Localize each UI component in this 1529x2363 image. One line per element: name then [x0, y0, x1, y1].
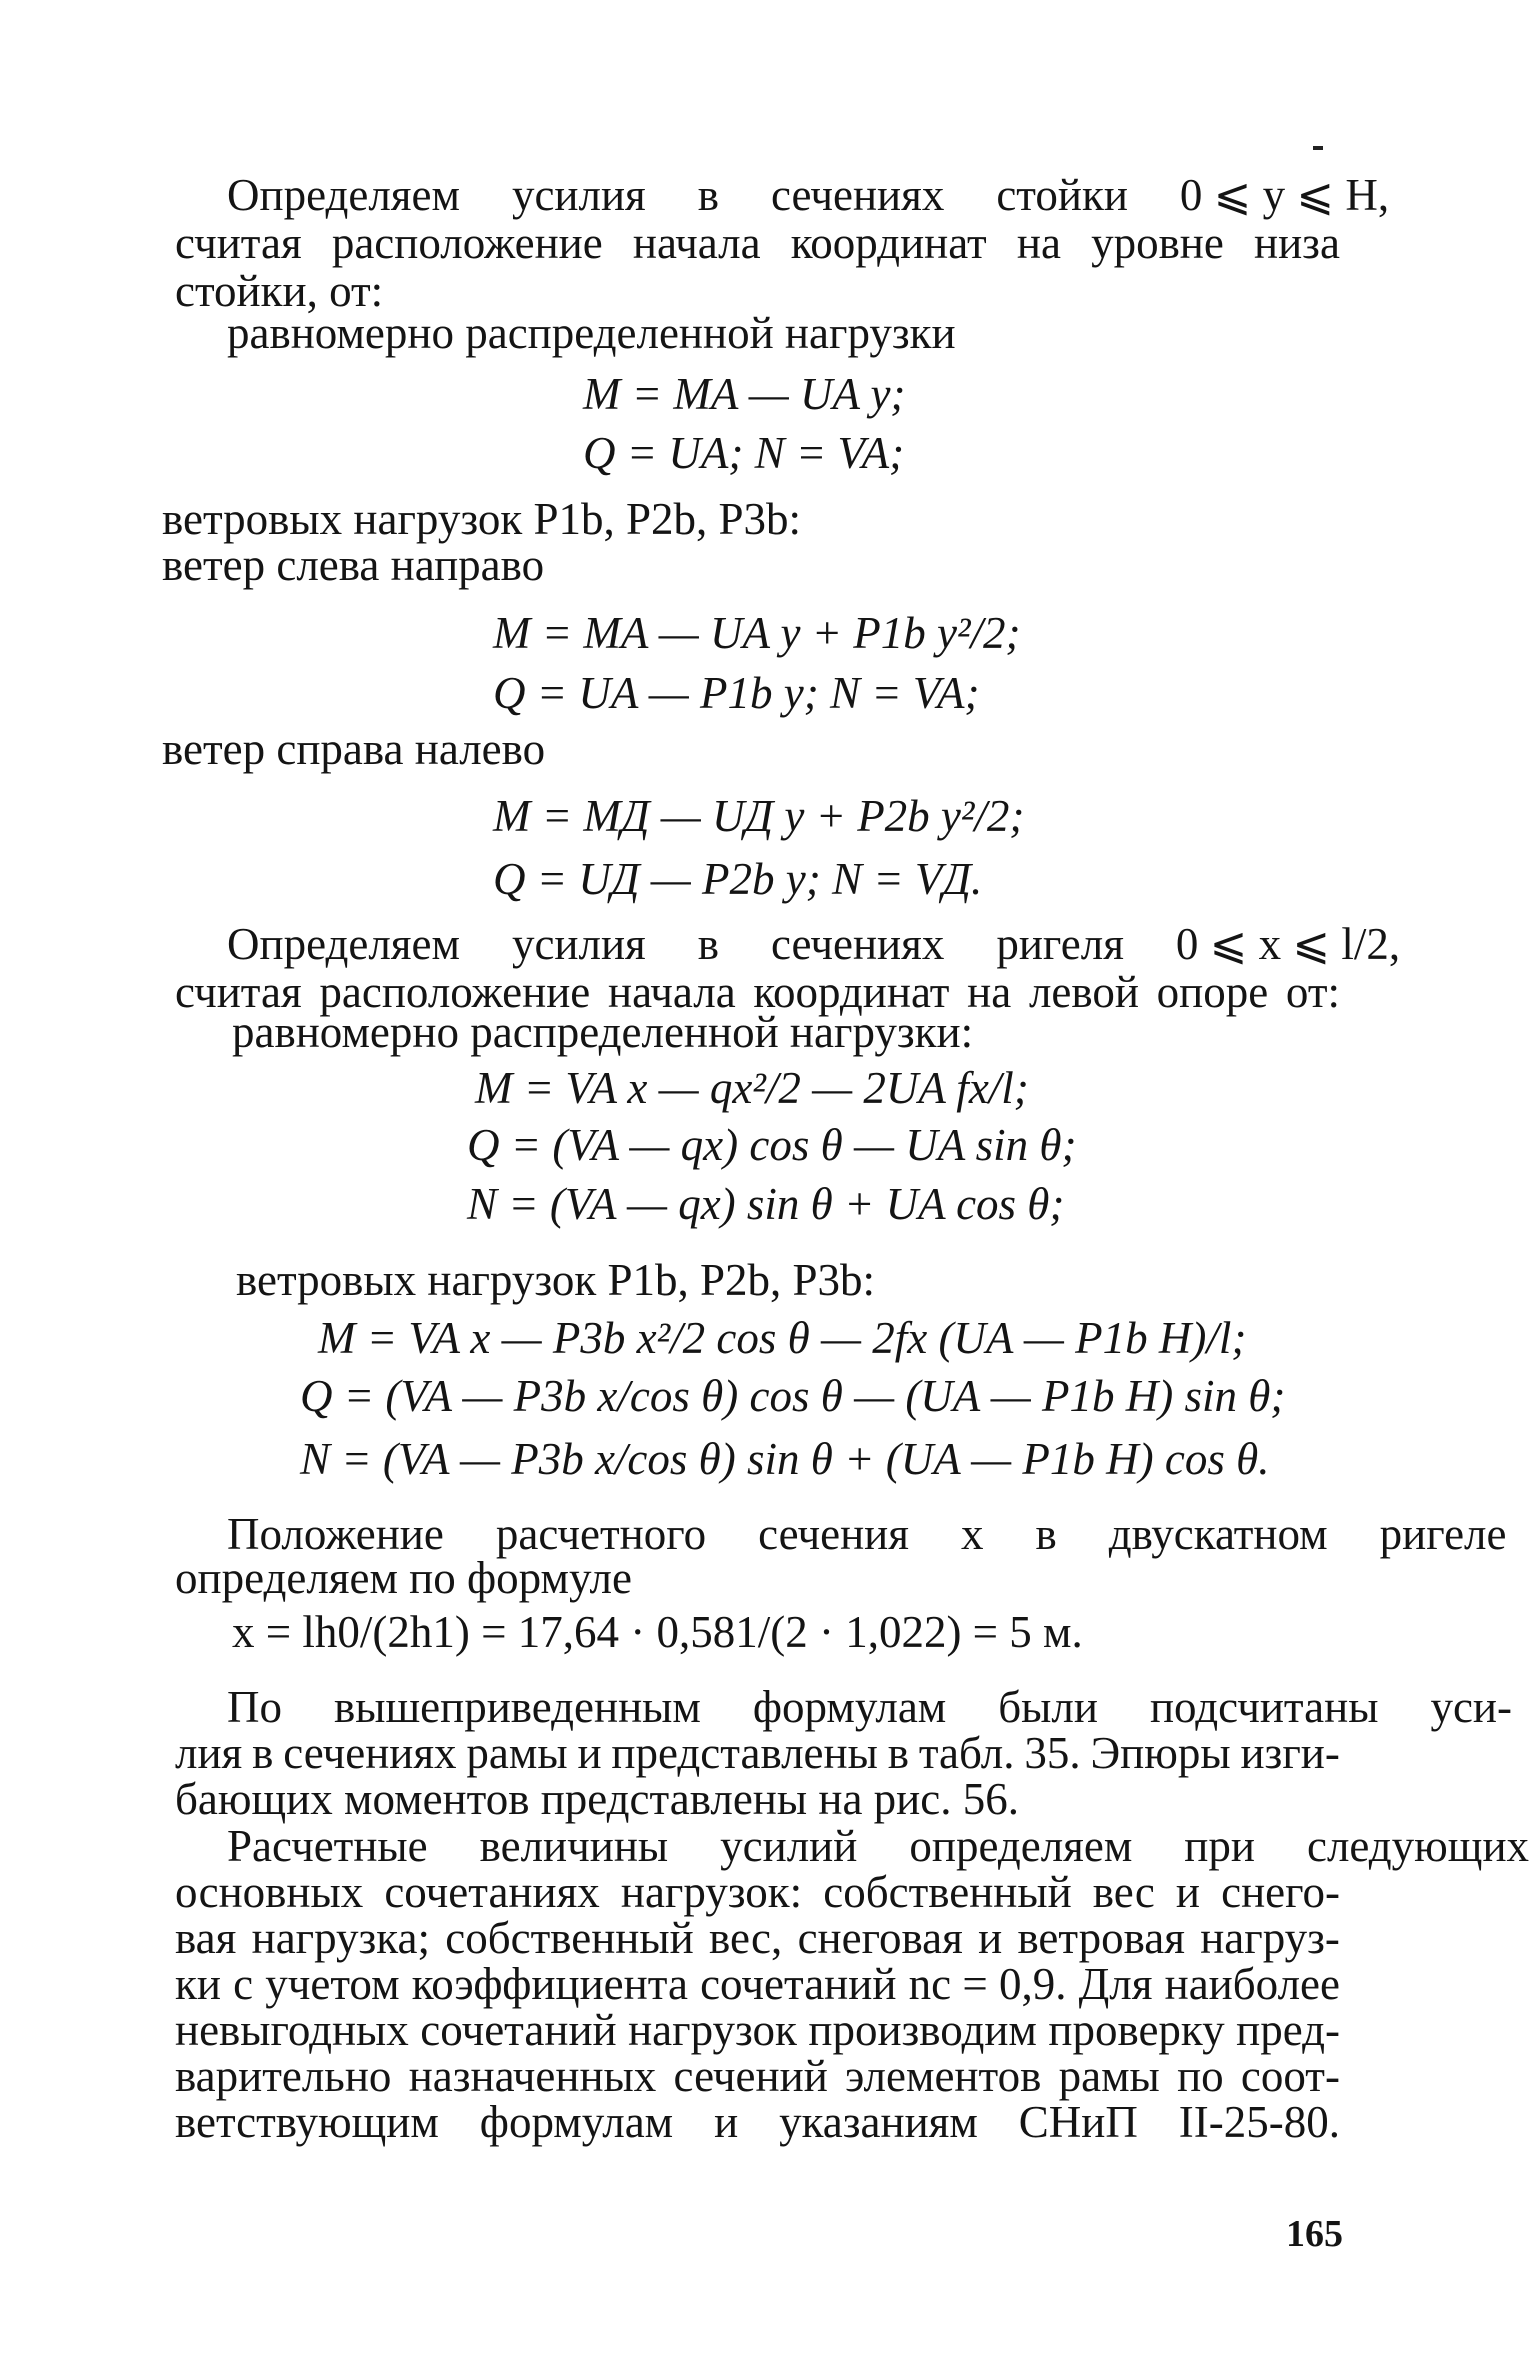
para-line: варительно назначенных сечений элементов рамы по соот- [175, 2051, 1340, 2101]
heading-wind-left-right: ветер слева направо [162, 540, 545, 590]
para-line: ветствующим формулам и указаниям СНиП II-25-80. [175, 2097, 1340, 2147]
formula-line: Q = UA; N = VA; [583, 428, 905, 478]
formula-line: Q = UД — P2b y; N = VД. [493, 854, 983, 904]
heading-wind-loads: ветровых нагрузок P1b, P2b, P3b: [162, 494, 802, 544]
para-line: считая расположение начала координат на уровне низа [175, 218, 1340, 268]
para-line: считая расположение начала координат на левой опоре от: [175, 967, 1340, 1017]
formula-line: M = VA x — P3b x²/2 cos θ — 2fx (UA — P1b H)/l; [318, 1313, 1247, 1363]
formula-line: M = VA x — qx²/2 — 2UA fx/l; [475, 1063, 1029, 1113]
para-line: невыгодных сочетаний нагрузок производим проверку пред- [175, 2005, 1340, 2055]
formula-line: Q = (VA — P3b x/cos θ) cos θ — (UA — P1b H) sin θ; [300, 1371, 1286, 1421]
para-line: лия в сечениях рамы и представлены в табл. 35. Эпюры изги- [175, 1728, 1340, 1778]
formula-line: M = MA — UA y + P1b y²/2; [493, 608, 1021, 658]
page-number: 165 [1286, 2213, 1343, 2255]
formula-line: N = (VA — P3b x/cos θ) sin θ + (UA — P1b H) cos θ. [300, 1434, 1270, 1484]
para-line: Положение расчетного сечения x в двускатном ригеле [227, 1509, 1507, 1559]
para-line: Определяем усилия в сечениях стойки 0 ⩽ y ⩽ H, [227, 170, 1390, 220]
para-line: По вышеприведенным формулам были подсчитаны уси- [227, 1682, 1512, 1732]
heading-uniform-load: равномерно распределенной нагрузки [227, 308, 956, 358]
formula-line: Q = UA — P1b y; N = VA; [493, 668, 980, 718]
formula-line: Q = (VA — qx) cos θ — UA sin θ; [467, 1120, 1077, 1170]
heading-wind-right-left: ветер справа налево [162, 724, 546, 774]
heading-wind-loads: ветровых нагрузок P1b, P2b, P3b: [236, 1255, 876, 1305]
para-line: бающих моментов представлены на рис. 56. [175, 1774, 1019, 1824]
para-line: Определяем усилия в сечениях ригеля 0 ⩽ x ⩽ l/2, [227, 919, 1401, 969]
para-line: определяем по формуле [175, 1553, 632, 1603]
para-line: Расчетные величины усилий определяем при следующих [227, 1821, 1529, 1871]
heading-uniform-load: равномерно распределенной нагрузки: [232, 1007, 974, 1057]
formula-line: x = lh0/(2h1) = 17,64 · 0,581/(2 · 1,022) = 5 м. [232, 1607, 1083, 1657]
para-line: вая нагрузка; собственный вес, снеговая и ветровая нагруз- [175, 1913, 1340, 1963]
para-line: стойки, от: [175, 266, 384, 316]
corner-mark [1313, 146, 1323, 150]
formula-line: M = MД — UД y + P2b y²/2; [493, 791, 1025, 841]
formula-line: M = MA — UA y; [583, 369, 906, 419]
para-line: ки с учетом коэффициента сочетаний nc = 0,9. Для наиболее [175, 1959, 1340, 2009]
para-line: основных сочетаниях нагрузок: собственный вес и снего- [175, 1867, 1340, 1917]
formula-line: N = (VA — qx) sin θ + UA cos θ; [467, 1179, 1065, 1229]
